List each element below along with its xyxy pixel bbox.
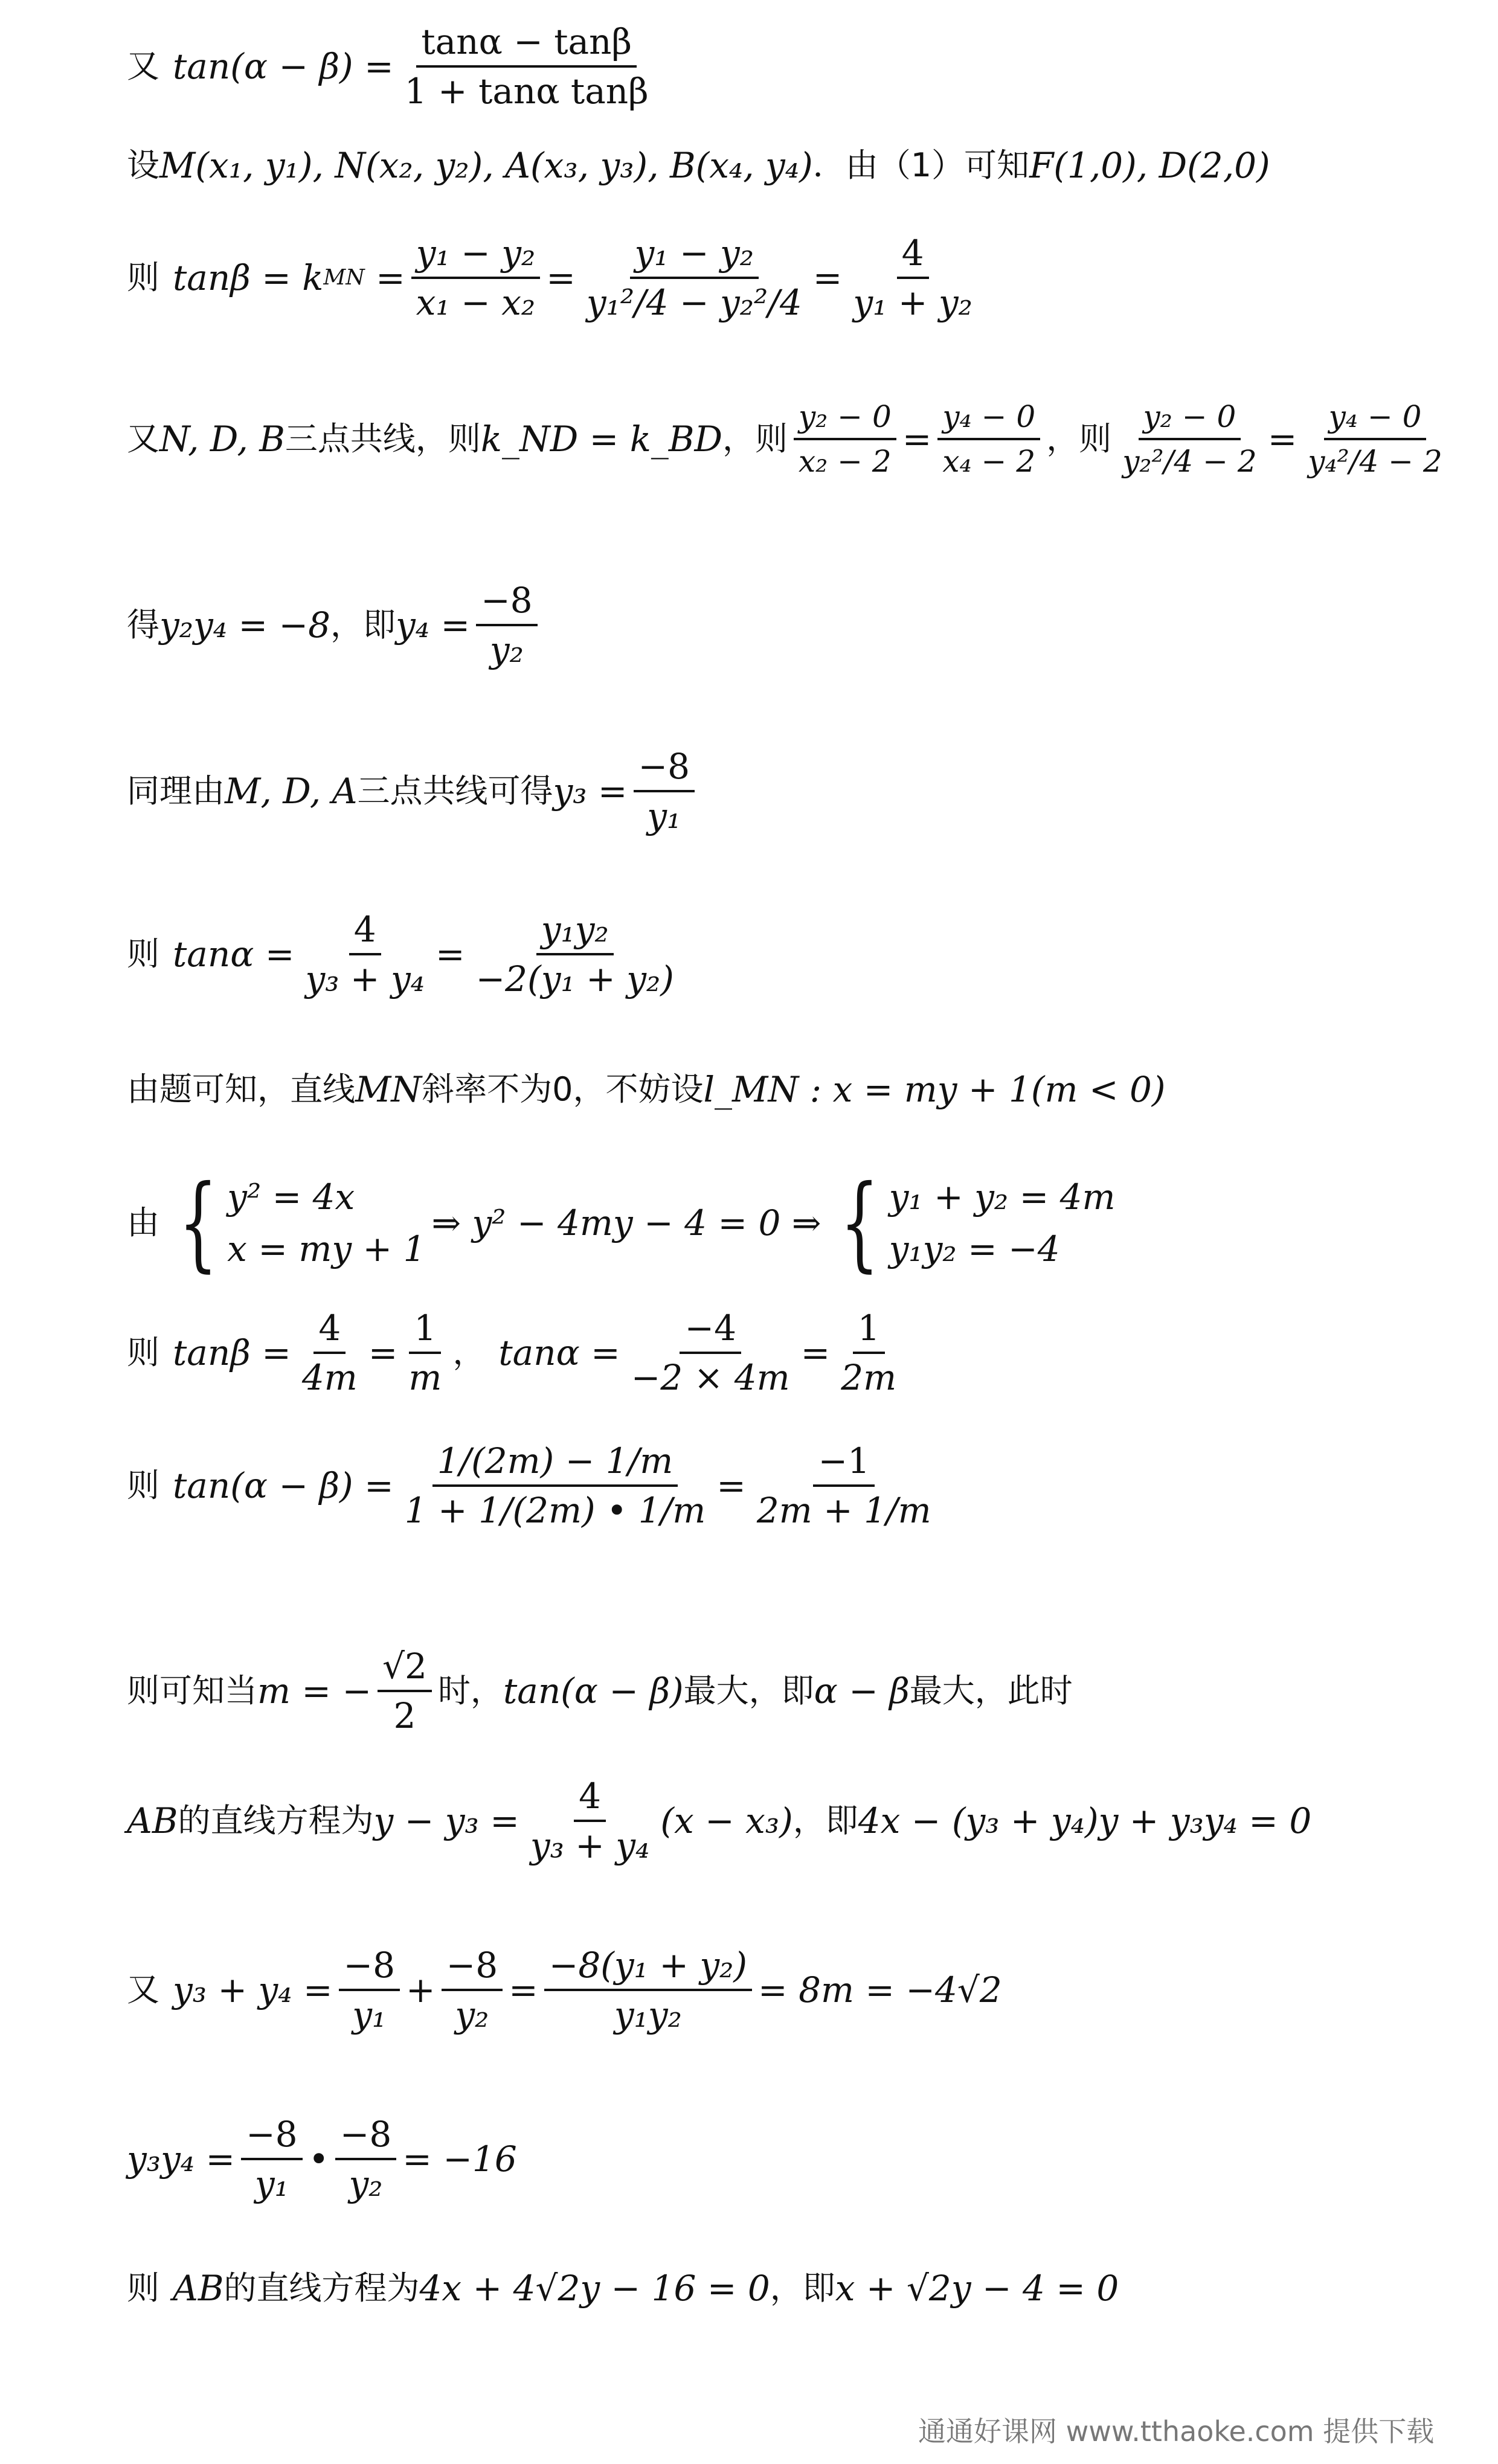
line-tan-alpha-minus-beta: 则 tan(α − β) = $\frac{1/(2m) - 1/m}{1 + 1/(2m) • 1/m}$ = $\frac{-1}{2m + 1/m}$ bbox=[127, 1443, 942, 1528]
math: x + √2y − 4 = 0 bbox=[835, 2268, 1119, 2309]
math: M, D, A bbox=[225, 771, 358, 812]
denominator: −2 × 4m bbox=[631, 1357, 790, 1398]
numerator: −8 bbox=[634, 749, 695, 792]
fraction bbox=[335, 2114, 397, 2204]
fraction bbox=[403, 1307, 446, 1398]
line-set-points bbox=[127, 145, 1270, 186]
fraction bbox=[526, 1776, 655, 1866]
math: y₂y₄ = −8 bbox=[159, 605, 331, 646]
math: y₃y₄ = bbox=[127, 2138, 236, 2180]
operator: + bbox=[406, 1969, 436, 2010]
numerator: y₂ − 0 bbox=[1139, 402, 1241, 440]
equation-system bbox=[827, 1163, 1116, 1283]
math: y₃ + y₄ = bbox=[173, 1969, 333, 2010]
text: 由题可知，直线 bbox=[127, 1070, 355, 1108]
line-maximum bbox=[127, 1646, 1073, 1736]
text: 又 bbox=[127, 1971, 159, 2009]
text: ．由（1）可知 bbox=[812, 146, 1030, 184]
numerator: −8 bbox=[476, 583, 538, 626]
fraction bbox=[1303, 399, 1447, 479]
operator: • bbox=[308, 2138, 329, 2180]
equation: y² = 4x bbox=[227, 1176, 355, 1218]
numerator: 4 bbox=[313, 1311, 346, 1354]
denominator: y₂²/4 − 2 bbox=[1122, 444, 1257, 479]
line-assume-line-mn bbox=[127, 1069, 1166, 1110]
denominator: 1 + 1/(2m) • 1/m bbox=[404, 1490, 706, 1531]
numerator: tanα − tanβ bbox=[416, 24, 637, 68]
denominator: y₁ + y₂ bbox=[853, 282, 972, 323]
text: ，则 bbox=[1046, 420, 1112, 458]
fraction bbox=[634, 746, 695, 836]
text: 同理由 bbox=[127, 772, 225, 810]
denominator: y₄²/4 − 2 bbox=[1308, 444, 1442, 479]
denominator: x₂ − 2 bbox=[799, 444, 892, 479]
line-tan-alpha: 则 tanα = $\frac{4}{\text{y₃ + y₄}}$ = $\frac{\text{y₁y₂}}{\text{−2(y₁ + y₂)}}$ bbox=[127, 912, 685, 996]
math: y − y₃ = bbox=[373, 1800, 519, 1841]
line-tan-values: 则 tanβ = $\frac{4}{4m}$ = $\frac{1}{m}$ ， tanα = $\frac{-4}{-2 \times 4m}$ = $\frac{1}{2m}$ bbox=[127, 1311, 907, 1395]
numerator: y₁ − y₂ bbox=[630, 236, 759, 279]
math: tanα = bbox=[173, 934, 295, 975]
fraction bbox=[471, 909, 679, 999]
text: 的直线方程为 bbox=[223, 2269, 420, 2307]
numerator: 1 bbox=[853, 1311, 885, 1354]
denominator: m bbox=[408, 1357, 442, 1398]
brace-icon: { bbox=[840, 1163, 880, 1283]
math: = −16 bbox=[402, 2138, 517, 2180]
math: tanβ = bbox=[173, 1332, 291, 1373]
numerator: 4 bbox=[897, 236, 929, 279]
brace-icon: { bbox=[178, 1163, 218, 1283]
numerator: √2 bbox=[378, 1649, 432, 1692]
text: 最大，即 bbox=[683, 1672, 814, 1710]
math: y₄ = bbox=[396, 605, 471, 646]
numerator: y₂ − 0 bbox=[794, 402, 896, 440]
text: 则可知当 bbox=[127, 1672, 257, 1710]
text: ， bbox=[452, 1333, 486, 1372]
denominator: 1 + tanα tanβ bbox=[404, 71, 649, 112]
fraction bbox=[339, 1945, 400, 2035]
numerator: y₄ − 0 bbox=[1324, 402, 1427, 440]
numerator: y₁y₂ bbox=[536, 912, 614, 955]
fraction bbox=[411, 233, 541, 323]
fraction bbox=[297, 1307, 362, 1398]
text: 的直线方程为 bbox=[178, 1801, 374, 1840]
denominator: x₄ − 2 bbox=[942, 444, 1036, 479]
fraction bbox=[400, 21, 654, 112]
fraction bbox=[794, 399, 896, 479]
numerator: −8(y₁ + y₂) bbox=[544, 1948, 752, 1991]
text: ，则 bbox=[722, 420, 788, 458]
fraction bbox=[752, 1440, 936, 1531]
numerator: −8 bbox=[335, 2117, 397, 2160]
math: tan(α − β) = bbox=[173, 1465, 394, 1506]
denominator: y₂ bbox=[489, 629, 524, 670]
equation: y₁y₂ = −4 bbox=[889, 1228, 1060, 1269]
math: MN bbox=[355, 1069, 422, 1110]
fraction bbox=[300, 909, 429, 999]
text: 则 bbox=[127, 1333, 159, 1372]
math: ⇒ y² − 4my − 4 = 0 ⇒ bbox=[431, 1202, 821, 1243]
equation-system bbox=[166, 1163, 426, 1283]
math: M(x₁, y₁), N(x₂, y₂), A(x₃, y₃), B(x₄, y₄) bbox=[159, 145, 813, 186]
fraction bbox=[626, 1307, 795, 1398]
numerator: y₄ − 0 bbox=[937, 402, 1040, 440]
numerator: y₁ − y₂ bbox=[411, 236, 541, 279]
line-tan-beta: 则 tanβ = k MN = $\frac{\text{y₁ − y₂}}{\text{x₁ − x₂}}$ = $\frac{\text{y₁ − y₂}}{\text{y₁²/4 − y₂²/4}}$ = $\frac{4}{\text{y₁ + y₂}}$ bbox=[127, 236, 983, 320]
fraction bbox=[582, 233, 807, 323]
equation: y₁ + y₂ = 4m bbox=[889, 1176, 1116, 1218]
denominator: y₁ bbox=[352, 1994, 387, 2035]
numerator: −1 bbox=[813, 1443, 875, 1487]
math: m = − bbox=[257, 1670, 372, 1712]
numerator: −8 bbox=[241, 2117, 303, 2160]
equation: x = my + 1 bbox=[227, 1228, 426, 1269]
denominator: y₃ + y₄ bbox=[530, 1825, 650, 1866]
numerator: 1/(2m) − 1/m bbox=[432, 1443, 678, 1487]
denominator: y₁ bbox=[647, 795, 681, 836]
math: 4x − (y₃ + y₄)y + y₃y₄ = 0 bbox=[858, 1800, 1312, 1841]
text: 又 bbox=[127, 420, 159, 458]
text: 时， bbox=[437, 1672, 503, 1710]
text: ，即 bbox=[770, 2269, 835, 2307]
fraction bbox=[544, 1945, 752, 2035]
line-final-ab bbox=[127, 2268, 1119, 2309]
subscript: MN bbox=[323, 265, 365, 290]
text: 三点共线，则 bbox=[284, 420, 481, 458]
denominator: y₂ bbox=[455, 1994, 489, 2035]
denominator: x₁ − x₂ bbox=[416, 282, 536, 323]
math: tanβ = k bbox=[173, 257, 324, 298]
text: 则 bbox=[127, 258, 159, 297]
text: 则 bbox=[127, 2269, 159, 2307]
text: 三点共线可得 bbox=[357, 772, 553, 810]
line-y2y4 bbox=[127, 580, 544, 670]
denominator: y₁ bbox=[254, 2163, 289, 2204]
numerator: 1 bbox=[409, 1311, 441, 1354]
math: tanα = bbox=[498, 1332, 620, 1373]
denominator: 2m bbox=[841, 1357, 897, 1398]
denominator: 2 bbox=[393, 1695, 416, 1736]
text: 设 bbox=[127, 146, 159, 184]
line-sum-y3-y4: 又 y₃ + y₄ = $\frac{-8}{\text{y₁}}$ + $\frac{-8}{\text{y₂}}$ = $\frac{\text{−8(y₁ + y₂)}}{\text{y₁y₂}}$ = 8m = −4√2 bbox=[127, 1945, 1002, 2035]
fraction bbox=[937, 399, 1040, 479]
text: ，即 bbox=[792, 1801, 858, 1840]
text: 得 bbox=[127, 606, 159, 644]
numerator: 4 bbox=[574, 1779, 606, 1822]
line-ab-equation bbox=[127, 1776, 1312, 1866]
watermark-footer: 通通好课网 www.tthaoke.com 提供下载 bbox=[918, 2415, 1435, 2448]
fraction bbox=[848, 233, 977, 323]
denominator: −2(y₁ + y₂) bbox=[475, 958, 674, 999]
math: N, D, B bbox=[159, 419, 285, 460]
line-collinear-mda bbox=[127, 746, 701, 836]
fraction bbox=[378, 1646, 432, 1736]
text: 由 bbox=[127, 1204, 159, 1242]
line-collinear-ndb: 又 N, D, B 三点共线，则 k_ND = k_BD ，则 $\frac{\text{y₂ − 0}}{\text{x₂ − 2}}$ = $\frac{\text{y₄ − 0}}{\text{x₄ − 2}}$ ，则 $\frac{\text{y₂ − 0}}{\text{y₂²/4 − 2}}$ = $\frac{\text{y₄ − 0}}{\text{y₄²/4 − 2}}$ bbox=[127, 402, 1453, 476]
math: = 8m = −4√2 bbox=[758, 1969, 1002, 2010]
math: α − β bbox=[814, 1670, 910, 1712]
fraction bbox=[1117, 399, 1262, 479]
fraction bbox=[476, 580, 538, 670]
math: (x − x₃) bbox=[660, 1800, 793, 1841]
line-tan-difference-formula bbox=[127, 21, 660, 112]
text: ，即 bbox=[330, 606, 396, 644]
math: k_ND = k_BD bbox=[480, 419, 722, 460]
math: 4x + 4√2y − 16 = 0 bbox=[419, 2268, 770, 2309]
denominator: 4m bbox=[301, 1357, 358, 1398]
line-system bbox=[127, 1163, 1122, 1283]
numerator: −8 bbox=[339, 1948, 400, 1991]
line-product-y3-y4 bbox=[127, 2114, 517, 2204]
text: 斜率不为0，不妨设 bbox=[422, 1070, 704, 1108]
numerator: 4 bbox=[349, 912, 381, 955]
denominator: y₂ bbox=[349, 2163, 383, 2204]
math: y₃ = bbox=[553, 771, 628, 812]
math: F(1,0), D(2,0) bbox=[1029, 145, 1270, 186]
fraction bbox=[241, 2114, 303, 2204]
math: tan(α − β) bbox=[503, 1670, 684, 1712]
denominator: y₁y₂ bbox=[614, 1994, 682, 2035]
text: 则 bbox=[127, 1466, 159, 1504]
text: 又 bbox=[127, 47, 159, 85]
fraction bbox=[400, 1440, 711, 1531]
text: 最大，此时 bbox=[909, 1672, 1073, 1710]
math: AB bbox=[173, 2268, 224, 2309]
fraction bbox=[836, 1307, 901, 1398]
denominator: y₁²/4 − y₂²/4 bbox=[586, 282, 802, 323]
denominator: 2m + 1/m bbox=[756, 1490, 931, 1531]
fraction bbox=[442, 1945, 503, 2035]
text: 则 bbox=[127, 935, 159, 973]
math: l_MN : x = my + 1(m < 0) bbox=[703, 1069, 1166, 1110]
numerator: −4 bbox=[680, 1311, 741, 1354]
numerator: −8 bbox=[442, 1948, 503, 1991]
math: tan(α − β) = bbox=[173, 46, 394, 87]
denominator: y₃ + y₄ bbox=[305, 958, 425, 999]
math: AB bbox=[127, 1800, 178, 1841]
